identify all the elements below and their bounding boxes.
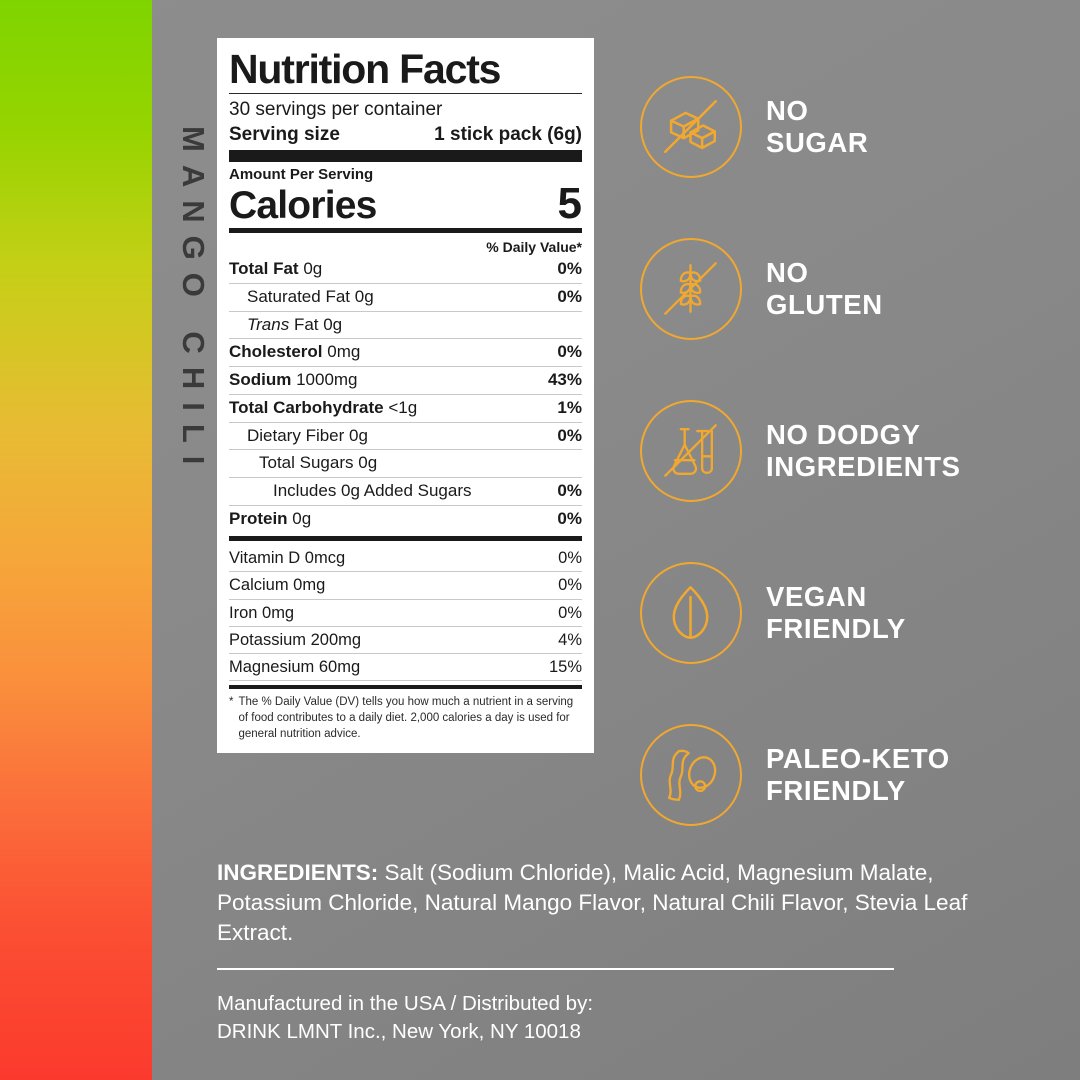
claim-label: NO SUGAR xyxy=(766,94,869,158)
claim-label: NO DODGY INGREDIENTS xyxy=(766,418,961,482)
vitamin-label: Vitamin D 0mcg xyxy=(229,549,346,568)
ingredients-block xyxy=(217,858,1027,948)
calories-row xyxy=(229,178,582,228)
no-dodgy-ingredients-icon xyxy=(640,400,742,502)
nutrient-label: Includes 0g Added Sugars xyxy=(273,480,472,500)
nutrient-label: Protein xyxy=(229,508,288,528)
serving-size-value: 1 stick pack (6g) xyxy=(434,123,582,145)
nutrient-amount: 1000mg xyxy=(296,370,358,390)
table-row xyxy=(229,312,582,340)
claim-no-dodgy-ingredients xyxy=(640,370,1060,532)
manufacturer-block xyxy=(217,990,917,1045)
nutrient-amount: 0mg xyxy=(327,342,361,362)
claim-vegan-friendly xyxy=(640,532,1060,694)
table-row xyxy=(229,256,582,284)
nutrient-label: Cholesterol xyxy=(229,342,323,362)
vitamin-label: Magnesium 60mg xyxy=(229,657,361,676)
table-row xyxy=(229,450,582,478)
vitamin-label: Potassium 200mg xyxy=(229,630,362,649)
footnote-text: The % Daily Value (DV) tells you how much a nutrient in a serving of food contributes to a daily diet. 2,000 calories a day is used for general nutrition advice. xyxy=(238,695,574,740)
table-row xyxy=(229,478,582,506)
claim-paleo-keto-friendly xyxy=(640,694,1060,856)
table-row xyxy=(229,339,582,367)
nutrient-dv: 0% xyxy=(557,480,582,500)
bacon-icon xyxy=(640,724,742,826)
footnote-star: * xyxy=(229,695,234,708)
servings-per-container: 30 servings per container xyxy=(229,99,443,121)
nutrient-label: Trans xyxy=(247,314,290,334)
manufacturer-line-2: DRINK LMNT Inc., New York, NY 10018 xyxy=(217,1019,581,1043)
nutrient-amount: 0g xyxy=(354,287,374,307)
no-sugar-icon xyxy=(640,76,742,178)
nutrient-label: Total Fat xyxy=(229,259,299,279)
calories-label: Calories xyxy=(229,184,377,228)
nutrient-label: Total Carbohydrate xyxy=(229,397,384,417)
nutrient-amount: 0g xyxy=(358,453,378,473)
nutrient-amount: <1g xyxy=(388,397,418,417)
table-row xyxy=(229,367,582,395)
nutrient-dv: 1% xyxy=(557,397,582,417)
nutrient-dv: 0% xyxy=(557,508,582,528)
nutrition-facts-title: Nutrition Facts xyxy=(229,46,501,92)
vitamin-dv: 15% xyxy=(548,657,582,676)
ingredients-heading: INGREDIENTS: xyxy=(217,860,379,885)
table-row xyxy=(229,284,582,312)
table-row xyxy=(229,423,582,451)
nutrient-dv: 0% xyxy=(557,342,582,362)
flavor-name: MANGO CHILI xyxy=(176,126,211,478)
table-row xyxy=(229,545,582,572)
claim-no-sugar xyxy=(640,46,1060,208)
section-divider xyxy=(217,968,894,970)
nutrient-amount: Fat 0g xyxy=(293,314,343,334)
table-row xyxy=(229,654,582,681)
calories-value: 5 xyxy=(557,178,582,228)
serving-size-row xyxy=(229,124,582,146)
nutrient-amount: 0g xyxy=(292,508,312,528)
claim-label: NO GLUTEN xyxy=(766,256,883,320)
nutrient-label: Dietary Fiber xyxy=(247,425,345,445)
table-row xyxy=(229,572,582,599)
leaf-icon xyxy=(640,562,742,664)
vitamin-rows xyxy=(229,545,582,681)
nutrient-dv: 43% xyxy=(547,370,582,390)
nutrient-rows xyxy=(229,256,582,532)
vitamin-dv: 4% xyxy=(558,630,582,649)
flavor-color-strip xyxy=(0,0,211,1080)
vitamin-dv: 0% xyxy=(558,576,582,595)
claim-label: VEGAN FRIENDLY xyxy=(766,580,906,644)
daily-value-footnote xyxy=(229,689,582,743)
vitamin-dv: 0% xyxy=(558,603,582,622)
claims-list xyxy=(640,46,1060,856)
nutrient-dv: 0% xyxy=(557,425,582,445)
no-gluten-icon xyxy=(640,238,742,340)
nutrient-label: Sodium xyxy=(229,370,292,390)
table-row xyxy=(229,600,582,627)
nutrient-label: Total Sugars xyxy=(259,453,354,473)
manufacturer-line-1: Manufactured in the USA / Distributed by: xyxy=(217,992,594,1015)
nutrient-dv: 0% xyxy=(557,287,582,307)
ingredients-body: Salt (Sodium Chloride), Malic Acid, Magnesium Malate, Potassium Chloride, Natural Mango Flavor, Natural Chili Flavor, Stevia Leaf Extract. xyxy=(217,860,968,945)
vitamin-label: Iron 0mg xyxy=(229,603,295,622)
vitamin-label: Calcium 0mg xyxy=(229,576,326,595)
table-row xyxy=(229,627,582,654)
nutrition-facts-panel xyxy=(217,38,594,753)
table-row xyxy=(229,395,582,423)
table-row xyxy=(229,506,582,533)
nutrient-amount: 0g xyxy=(349,425,368,445)
serving-size-label: Serving size xyxy=(229,123,340,145)
nutrient-label: Saturated Fat xyxy=(247,287,351,307)
daily-value-header: % Daily Value* xyxy=(486,239,582,256)
claim-label: PALEO-KETO FRIENDLY xyxy=(766,742,950,806)
amount-per-serving-label: Amount Per Serving xyxy=(229,165,374,183)
claim-no-gluten xyxy=(640,208,1060,370)
nutrient-dv: 0% xyxy=(557,259,582,279)
vitamin-dv: 0% xyxy=(558,549,582,568)
nutrient-amount: 0g xyxy=(303,259,323,279)
